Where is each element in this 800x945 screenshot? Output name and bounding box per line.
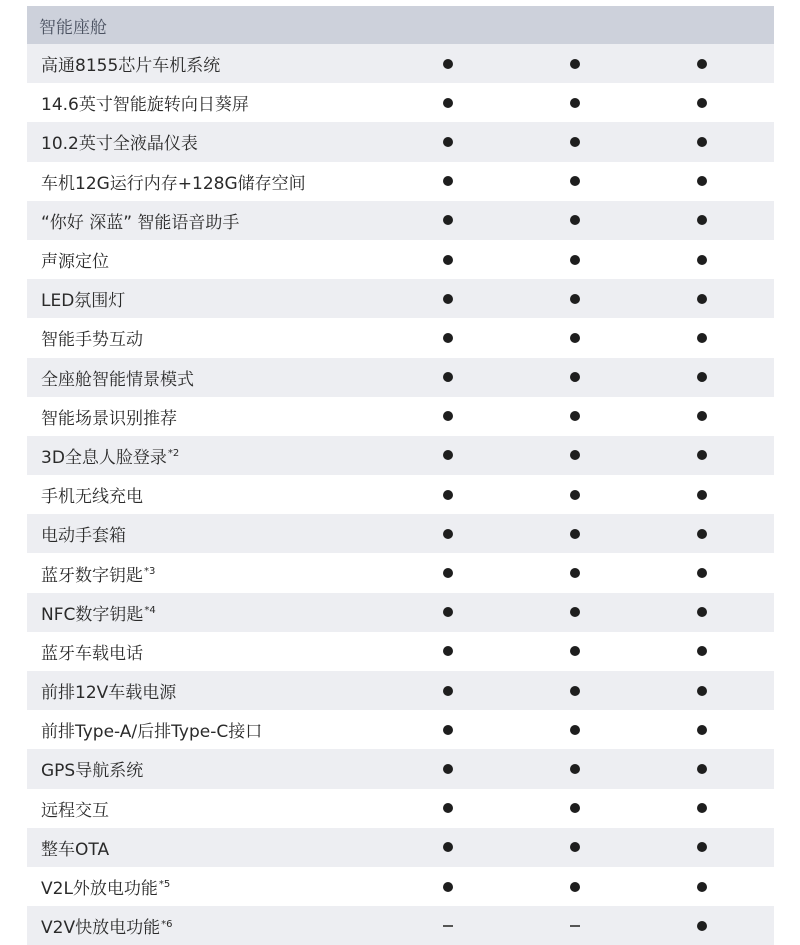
trim-2-value [560, 329, 590, 347]
trim-1-value [433, 172, 463, 190]
feature-name [27, 51, 387, 76]
standard-dot-icon [697, 333, 707, 343]
standard-dot-icon [697, 59, 707, 69]
feature-name [27, 129, 387, 154]
trim-1-value [433, 368, 463, 386]
trim-3-value [687, 642, 717, 660]
standard-dot-icon [697, 568, 707, 578]
feature-name [27, 874, 387, 899]
feature-name [27, 717, 387, 742]
trim-2-value [560, 172, 590, 190]
standard-dot-icon [697, 255, 707, 265]
standard-dot-icon [443, 176, 453, 186]
standard-dot-icon [570, 725, 580, 735]
standard-dot-icon [443, 411, 453, 421]
standard-dot-icon [443, 333, 453, 343]
feature-name [27, 286, 387, 311]
feature-label: LED氛围灯 [41, 291, 126, 312]
feature-label: 蓝牙车载电话 [41, 643, 143, 664]
standard-dot-icon [443, 294, 453, 304]
standard-dot-icon [570, 294, 580, 304]
standard-dot-icon [570, 215, 580, 225]
trim-3-value [687, 525, 717, 543]
standard-dot-icon [697, 294, 707, 304]
standard-dot-icon [443, 568, 453, 578]
trim-2-value [560, 838, 590, 856]
standard-dot-icon [570, 411, 580, 421]
feature-label: NFC数字钥匙 [41, 604, 144, 625]
standard-dot-icon [443, 882, 453, 892]
trim-1-value [433, 564, 463, 582]
trim-3-value [687, 838, 717, 856]
standard-dot-icon [697, 450, 707, 460]
feature-name [27, 443, 387, 468]
table-row [27, 867, 774, 906]
trim-2-value [560, 368, 590, 386]
trim-2-value [560, 290, 590, 308]
feature-name [27, 639, 387, 664]
standard-dot-icon [697, 411, 707, 421]
standard-dot-icon [443, 764, 453, 774]
standard-dot-icon [570, 255, 580, 265]
trim-1-value [433, 525, 463, 543]
table-row [27, 906, 774, 945]
table-row [27, 358, 774, 397]
trim-1-value [433, 760, 463, 778]
feature-label: “你好 深蓝” 智能语音助手 [41, 212, 240, 233]
standard-dot-icon [697, 764, 707, 774]
feature-name [27, 835, 387, 860]
trim-2-value [560, 407, 590, 425]
trim-3-value [687, 172, 717, 190]
standard-dot-icon [570, 764, 580, 774]
table-row [27, 553, 774, 592]
standard-dot-icon [570, 842, 580, 852]
standard-dot-icon [570, 137, 580, 147]
trim-3-value [687, 133, 717, 151]
standard-dot-icon [443, 215, 453, 225]
feature-label: 10.2英寸全液晶仪表 [41, 134, 198, 155]
trim-1-value [433, 603, 463, 621]
table-row [27, 475, 774, 514]
feature-name [27, 913, 387, 938]
feature-name [27, 365, 387, 390]
feature-label: 高通8155芯片车机系统 [41, 56, 221, 77]
spec-table [27, 6, 774, 945]
standard-dot-icon [443, 646, 453, 656]
standard-dot-icon [570, 450, 580, 460]
trim-3-value [687, 407, 717, 425]
standard-dot-icon [697, 490, 707, 500]
trim-1-value [433, 917, 463, 935]
trim-3-value [687, 721, 717, 739]
table-row [27, 240, 774, 279]
standard-dot-icon [443, 686, 453, 696]
standard-dot-icon [443, 842, 453, 852]
standard-dot-icon [570, 333, 580, 343]
table-row [27, 436, 774, 475]
not-available-dash-icon [443, 925, 453, 927]
not-available-dash-icon [570, 925, 580, 927]
feature-name [27, 482, 387, 507]
table-row [27, 397, 774, 436]
table-row [27, 83, 774, 122]
trim-3-value [687, 564, 717, 582]
trim-3-value [687, 211, 717, 229]
trim-2-value [560, 446, 590, 464]
trim-3-value [687, 760, 717, 778]
trim-2-value [560, 525, 590, 543]
trim-1-value [433, 838, 463, 856]
feature-name [27, 521, 387, 546]
standard-dot-icon [697, 842, 707, 852]
trim-2-value [560, 564, 590, 582]
standard-dot-icon [697, 725, 707, 735]
feature-name [27, 169, 387, 194]
trim-3-value [687, 94, 717, 112]
standard-dot-icon [443, 98, 453, 108]
standard-dot-icon [697, 137, 707, 147]
feature-label: 蓝牙数字钥匙 [41, 565, 143, 586]
feature-name [27, 325, 387, 350]
feature-label: 智能场景识别推荐 [41, 408, 177, 429]
trim-1-value [433, 486, 463, 504]
feature-label: 智能手势互动 [41, 330, 143, 351]
trim-2-value [560, 799, 590, 817]
feature-name [27, 600, 387, 625]
table-row [27, 201, 774, 240]
table-row [27, 632, 774, 671]
standard-dot-icon [443, 607, 453, 617]
feature-label: 全座舱智能情景模式 [41, 369, 194, 390]
trim-1-value [433, 55, 463, 73]
table-row [27, 593, 774, 632]
standard-dot-icon [570, 529, 580, 539]
trim-2-value [560, 603, 590, 621]
trim-2-value [560, 917, 590, 935]
standard-dot-icon [697, 921, 707, 931]
table-row [27, 162, 774, 201]
table-row [27, 710, 774, 749]
trim-3-value [687, 799, 717, 817]
feature-label: 前排12V车载电源 [41, 683, 177, 704]
standard-dot-icon [570, 607, 580, 617]
trim-1-value [433, 211, 463, 229]
trim-2-value [560, 486, 590, 504]
feature-label: 远程交互 [41, 800, 109, 821]
feature-label: 前排Type-A/后排Type-C接口 [41, 722, 263, 743]
section-title: 智能座舱 [39, 17, 107, 38]
feature-label: GPS导航系统 [41, 761, 144, 782]
table-row [27, 828, 774, 867]
standard-dot-icon [443, 803, 453, 813]
table-row [27, 789, 774, 828]
standard-dot-icon [697, 372, 707, 382]
trim-2-value [560, 878, 590, 896]
trim-2-value [560, 760, 590, 778]
standard-dot-icon [570, 646, 580, 656]
standard-dot-icon [570, 686, 580, 696]
standard-dot-icon [697, 646, 707, 656]
feature-label: 声源定位 [41, 252, 109, 273]
trim-3-value [687, 290, 717, 308]
table-row [27, 749, 774, 788]
feature-label: 手机无线充电 [41, 487, 143, 508]
trim-2-value [560, 55, 590, 73]
standard-dot-icon [443, 372, 453, 382]
trim-3-value [687, 368, 717, 386]
trim-2-value [560, 721, 590, 739]
trim-2-value [560, 251, 590, 269]
feature-name [27, 678, 387, 703]
table-row [27, 279, 774, 318]
standard-dot-icon [443, 450, 453, 460]
trim-3-value [687, 446, 717, 464]
standard-dot-icon [697, 803, 707, 813]
feature-name [27, 756, 387, 781]
trim-1-value [433, 290, 463, 308]
trim-1-value [433, 133, 463, 151]
standard-dot-icon [443, 255, 453, 265]
trim-1-value [433, 329, 463, 347]
standard-dot-icon [570, 372, 580, 382]
trim-3-value [687, 603, 717, 621]
footnote-marker: *6 [161, 918, 173, 930]
standard-dot-icon [697, 176, 707, 186]
trim-3-value [687, 329, 717, 347]
standard-dot-icon [570, 882, 580, 892]
feature-name [27, 796, 387, 821]
trim-2-value [560, 133, 590, 151]
footnote-marker: *4 [144, 605, 156, 617]
trim-1-value [433, 682, 463, 700]
standard-dot-icon [697, 882, 707, 892]
feature-label: V2V快放电功能 [41, 918, 161, 939]
table-row [27, 44, 774, 83]
trim-1-value [433, 721, 463, 739]
standard-dot-icon [570, 59, 580, 69]
section-header [27, 6, 774, 44]
trim-3-value [687, 878, 717, 896]
trim-3-value [687, 486, 717, 504]
trim-1-value [433, 251, 463, 269]
feature-name [27, 90, 387, 115]
standard-dot-icon [697, 529, 707, 539]
standard-dot-icon [570, 176, 580, 186]
trim-3-value [687, 55, 717, 73]
feature-name [27, 561, 387, 586]
trim-3-value [687, 251, 717, 269]
feature-label: 车机12G运行内存+128G储存空间 [41, 173, 306, 194]
feature-rows [27, 44, 774, 945]
standard-dot-icon [443, 725, 453, 735]
standard-dot-icon [570, 568, 580, 578]
feature-label: 电动手套箱 [41, 526, 126, 547]
trim-2-value [560, 682, 590, 700]
trim-2-value [560, 642, 590, 660]
standard-dot-icon [570, 490, 580, 500]
table-row [27, 318, 774, 357]
trim-1-value [433, 407, 463, 425]
trim-2-value [560, 94, 590, 112]
trim-3-value [687, 917, 717, 935]
feature-label: V2L外放电功能 [41, 879, 158, 900]
standard-dot-icon [570, 803, 580, 813]
feature-name [27, 404, 387, 429]
standard-dot-icon [443, 137, 453, 147]
footnote-marker: *5 [158, 879, 171, 891]
table-row [27, 514, 774, 553]
standard-dot-icon [697, 98, 707, 108]
standard-dot-icon [443, 490, 453, 500]
feature-name [27, 208, 387, 233]
trim-1-value [433, 799, 463, 817]
footnote-marker: *3 [144, 565, 156, 577]
trim-1-value [433, 446, 463, 464]
standard-dot-icon [697, 686, 707, 696]
trim-1-value [433, 642, 463, 660]
feature-label: 14.6英寸智能旋转向日葵屏 [41, 95, 249, 116]
trim-3-value [687, 682, 717, 700]
footnote-marker: *2 [167, 448, 180, 460]
trim-2-value [560, 211, 590, 229]
feature-name [27, 247, 387, 272]
standard-dot-icon [697, 607, 707, 617]
trim-1-value [433, 878, 463, 896]
trim-1-value [433, 94, 463, 112]
standard-dot-icon [443, 59, 453, 69]
standard-dot-icon [443, 529, 453, 539]
table-row [27, 671, 774, 710]
standard-dot-icon [570, 98, 580, 108]
feature-label: 整车OTA [41, 839, 110, 860]
standard-dot-icon [697, 215, 707, 225]
table-row [27, 122, 774, 161]
feature-label: 3D全息人脸登录 [41, 447, 167, 468]
